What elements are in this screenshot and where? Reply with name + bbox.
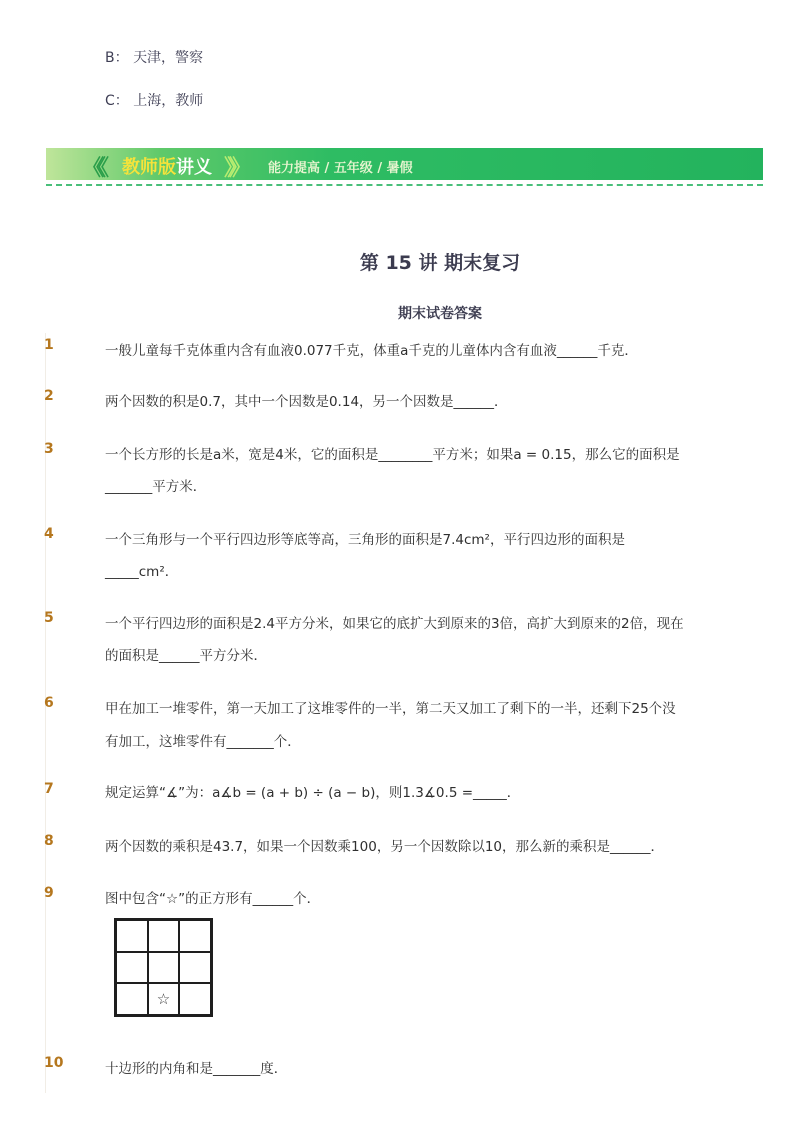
section-title: 期末试卷答案: [398, 306, 482, 322]
question-number: 10: [44, 1055, 64, 1071]
question-text: 两个因数的乘积是43.7，如果一个因数乘100，另一个因数除以10，那么新的乘积是______．: [105, 839, 665, 855]
chevron-right-icon: 》》: [224, 156, 246, 181]
banner-title-rest: 讲义: [176, 157, 212, 178]
header-banner: [46, 148, 763, 180]
grid-cell: [116, 952, 148, 984]
question-number: 4: [44, 526, 54, 542]
option-b-label: B：: [105, 50, 129, 66]
question-text: 甲在加工一堆零件，第一天加工了这堆零件的一半，第二天又加工了剩下的一半，还剩下25个没: [105, 701, 676, 717]
question-text: 规定运算“∡”为：a∡b = (a + b) ÷ (a − b)，则1.3∡0.5 =_____．: [105, 785, 521, 801]
grid-cell-star: [148, 983, 180, 1015]
question-text: 图中包含“☆”的正方形有______个．: [105, 891, 321, 907]
banner-divider: [46, 184, 763, 186]
grid-cell: [148, 952, 180, 984]
option-c-text: 上海，教师: [133, 93, 204, 109]
question-number: 1: [44, 337, 54, 353]
question-text-continued: _____cm²．: [105, 564, 179, 580]
question-text-continued: 有加工，这堆零件有_______个．: [105, 734, 301, 750]
question-number: 5: [44, 610, 54, 626]
option-b: [105, 47, 203, 67]
grid-figure: [114, 918, 213, 1017]
question-text-continued: _______平方米．: [105, 479, 207, 495]
grid-cell: [179, 983, 211, 1015]
star-icon: ☆: [156, 990, 171, 1009]
question-text: 两个因数的积是0.7，其中一个因数是0.14，另一个因数是______．: [105, 394, 508, 410]
question-number: 7: [44, 781, 54, 797]
question-number: 3: [44, 441, 54, 457]
lecture-title: 第 15 讲 期末复习: [359, 252, 521, 274]
question-text: 一个三角形与一个平行四边形等底等高，三角形的面积是7.4cm²，平行四边形的面积是: [105, 532, 625, 548]
option-b-text: 天津，警察: [133, 50, 204, 66]
grid-cell: [116, 983, 148, 1015]
grid-cell: [179, 920, 211, 952]
grid-cell: [148, 920, 180, 952]
question-text: 一般儿童每千克体重内含有血液0.077千克，体重a千克的儿童体内含有血液______千克．: [105, 343, 638, 359]
banner-title: [122, 153, 212, 179]
banner-title-highlight: 教师版: [122, 157, 176, 178]
question-text-continued: 的面积是______平方分米．: [105, 648, 267, 664]
grid-cell: [179, 952, 211, 984]
option-c-label: C：: [105, 93, 129, 109]
option-c: [105, 90, 203, 110]
question-number: 2: [44, 388, 54, 404]
question-text: 一个平行四边形的面积是2.4平方分米，如果它的底扩大到原来的3倍，高扩大到原来的2倍，现在: [105, 616, 684, 632]
question-text: 十边形的内角和是_______度．: [105, 1061, 288, 1077]
question-number: 6: [44, 695, 54, 711]
question-text: 一个长方形的长是a米，宽是4米，它的面积是________平方米；如果a = 0.15，那么它的面积是: [105, 447, 680, 463]
grid-cell: [116, 920, 148, 952]
question-number: 8: [44, 833, 54, 849]
chevron-left-icon: 《《: [82, 156, 104, 181]
banner-breadcrumb: 能力提高 / 五年级 / 暑假: [268, 161, 413, 176]
question-number: 9: [44, 885, 54, 901]
